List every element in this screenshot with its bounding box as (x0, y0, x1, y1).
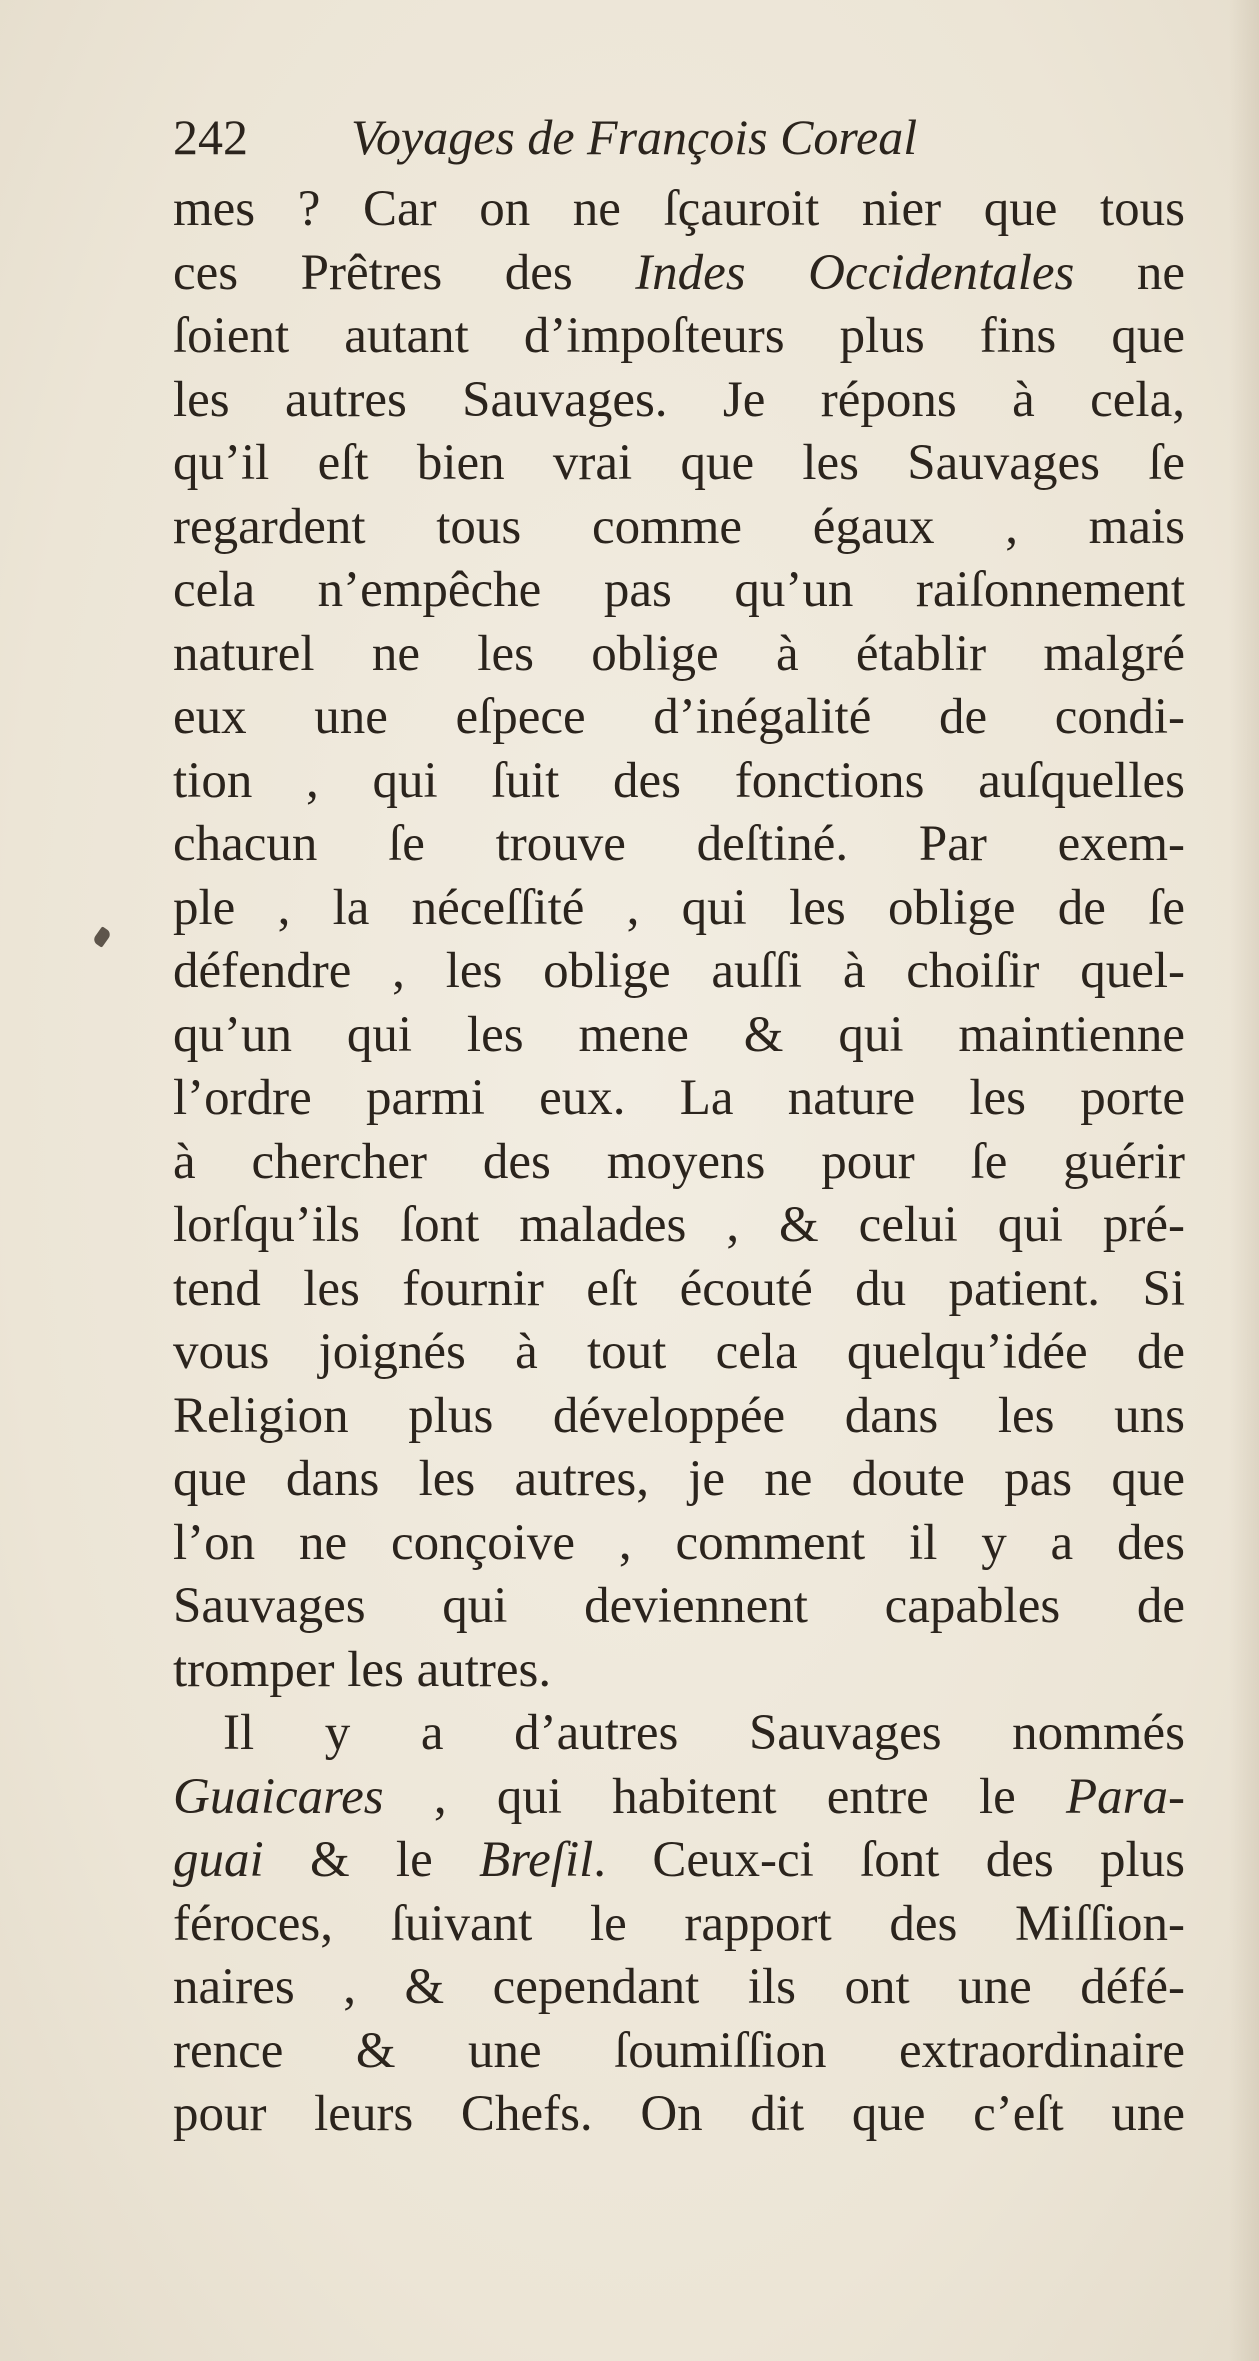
italic-text-segment: Para- (1066, 1768, 1185, 1825)
text-segment: féroces, ſuivant le rapport des Miſſion- (173, 1895, 1185, 1952)
text-segment: qu’il eſt bien vrai que les Sauvages ſe (173, 435, 1185, 491)
text-line (173, 559, 1185, 623)
text-line (173, 1639, 1185, 1703)
pencil-mark-icon (92, 926, 112, 948)
text-segment: tromper les autres. (173, 1641, 552, 1698)
text-line (173, 1829, 1185, 1893)
text-segment: , qui habitent entre le (383, 1768, 1067, 1825)
text-segment: l’ordre parmi eux. La nature les porte (173, 1070, 1185, 1126)
text-line (173, 1067, 1185, 1131)
text-segment: cela n’empêche pas qu’un raiſonnement (173, 562, 1185, 618)
text-line (173, 1766, 1185, 1830)
text-line (173, 178, 1185, 242)
italic-text-segment: Guaicares (173, 1768, 384, 1825)
text-segment: mes ? Car on ne ſçauroit nier que tous (173, 181, 1185, 237)
text-line (173, 1004, 1185, 1068)
text-segment: eux une eſpece d’inégalité de condi- (173, 689, 1185, 745)
italic-text-segment: Indes Occidentales (635, 244, 1075, 301)
text-segment: ple , la néceſſité , qui les oblige de ſe (173, 879, 1185, 936)
text-line (173, 750, 1185, 814)
text-line (173, 940, 1185, 1004)
text-line (173, 242, 1185, 306)
text-segment: regardent tous comme égaux , mais (173, 498, 1185, 555)
text-line (173, 1512, 1185, 1576)
text-segment: ces Prêtres des (173, 244, 636, 301)
text-line (173, 686, 1185, 750)
text-line (173, 369, 1185, 433)
page-edge-shadow (1229, 0, 1259, 2361)
text-segment: tion , qui ſuit des fonctions auſquelles (173, 752, 1185, 809)
text-line (173, 496, 1185, 560)
text-line (173, 1575, 1185, 1639)
text-segment: vous joignés à tout cela quelqu’idée de (173, 1324, 1185, 1380)
text-segment: chacun ſe trouve deſtiné. Par exem- (173, 816, 1185, 872)
text-line (173, 432, 1185, 496)
text-line (173, 2083, 1185, 2147)
text-segment: Il y a d’autres Sauvages nommés (223, 1705, 1185, 1761)
text-line (173, 1321, 1185, 1385)
text-segment: ſoient autant d’impoſteurs plus fins que (173, 308, 1185, 364)
text-segment: naturel ne les oblige à établir malgré (173, 625, 1185, 682)
text-segment: pour leurs Chefs. On dit que c’eſt une (173, 2086, 1185, 2142)
text-line (173, 2020, 1185, 2084)
text-line (173, 1194, 1185, 1258)
text-segment: l’on ne conçoive , comment il y a des (173, 1514, 1185, 1571)
text-line (173, 877, 1185, 941)
text-segment: & le (263, 1832, 480, 1888)
text-segment: les autres Sauvages. Je répons à cela, (173, 371, 1185, 428)
text-segment: Religion plus développée dans les uns (173, 1387, 1185, 1444)
text-segment: rence & une ſoumiſſion extraordinaire (173, 2022, 1185, 2079)
text-segment: lorſqu’ils ſont malades , & celui qui pré- (173, 1197, 1185, 1253)
page-number: 242 (173, 109, 248, 165)
text-segment: qu’un qui les mene & qui maintienne (173, 1006, 1185, 1063)
text-line (173, 1702, 1185, 1766)
text-line (173, 1956, 1185, 2020)
running-title: Voyages de François Coreal (351, 109, 918, 165)
text-line (173, 305, 1185, 369)
text-segment: naires , & cependant ils ont une défé- (173, 1959, 1185, 2015)
text-segment: défendre , les oblige auſſi à choiſir quel- (173, 943, 1185, 999)
text-line (173, 1258, 1185, 1322)
running-header (173, 108, 1183, 168)
text-segment: que dans les autres, je ne doute pas que (173, 1451, 1185, 1507)
body-text (173, 178, 1185, 2147)
text-segment: tend les fournir eſt écouté du patient. Si (173, 1260, 1185, 1317)
italic-text-segment: guai (173, 1832, 264, 1888)
text-segment: à chercher des moyens pour ſe guérir (173, 1133, 1185, 1190)
text-line (173, 813, 1185, 877)
text-segment: ne (1074, 244, 1185, 301)
text-segment: Sauvages qui deviennent capables de (173, 1578, 1185, 1634)
text-line (173, 1385, 1185, 1449)
text-line (173, 1131, 1185, 1195)
text-line (173, 1448, 1185, 1512)
italic-text-segment: Breſil (479, 1832, 594, 1888)
text-line (173, 1893, 1185, 1957)
text-line (173, 623, 1185, 687)
text-segment: . Ceux-ci ſont des plus (593, 1832, 1185, 1888)
